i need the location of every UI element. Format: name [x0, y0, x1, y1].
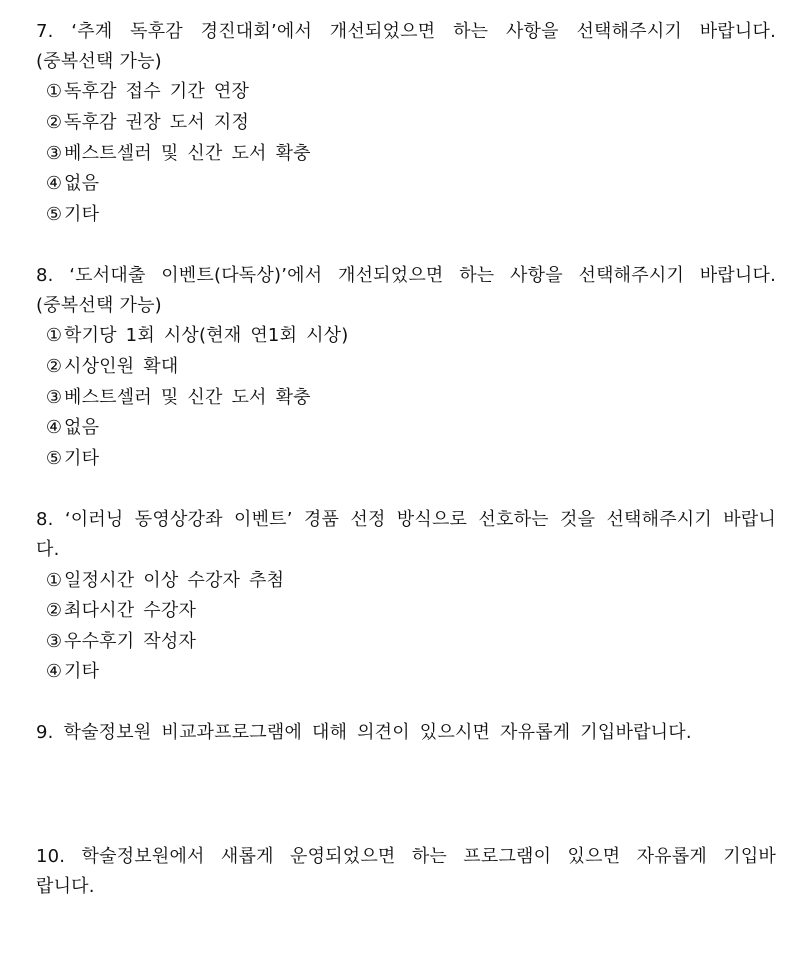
option-text: 독후감 권장 도서 지정 — [64, 112, 250, 133]
option-text: 기타 — [64, 661, 100, 682]
q10-text-line1: 10. 학술정보원에서 새롭게 운영되었으면 하는 프로그램이 있으면 자유롭게 기입바 — [36, 846, 776, 867]
option-number: ⑤ — [45, 448, 63, 469]
option-number: ② — [45, 600, 63, 621]
option-number: ① — [45, 325, 63, 346]
q8b-option-4 — [44, 660, 99, 684]
q8a-option-2 — [44, 355, 178, 379]
option-number: ④ — [45, 417, 63, 438]
q7-text-line2: (중복선택 가능) — [36, 51, 162, 72]
option-text: 학기당 1회 시상(현재 연1회 시상) — [64, 325, 349, 346]
q10-text-line2: 랍니다. — [36, 876, 95, 897]
option-text: 기타 — [64, 204, 100, 225]
q7-option-2 — [44, 111, 249, 135]
q8b-option-1 — [44, 569, 284, 593]
q8a-option-5 — [44, 447, 99, 471]
option-number: ③ — [45, 631, 63, 652]
q8b-option-2 — [44, 599, 196, 623]
option-text: 우수후기 작성자 — [64, 631, 197, 652]
option-text: 일정시간 이상 수강자 추첨 — [64, 570, 285, 591]
q9-text-line1: 9. 학술정보원 비교과프로그램에 대해 의견이 있으시면 자유롭게 기입바랍니다. — [36, 722, 692, 743]
option-text: 기타 — [64, 448, 100, 469]
option-text: 독후감 접수 기간 연장 — [64, 81, 250, 102]
option-text: 없음 — [64, 417, 100, 438]
q7-option-3 — [44, 142, 311, 166]
option-number: ③ — [45, 387, 63, 408]
option-number: ④ — [45, 173, 63, 194]
option-number: ③ — [45, 143, 63, 164]
option-number: ④ — [45, 661, 63, 682]
q7-text-line1: 7. ‘추계 독후감 경진대회’에서 개선되었으면 하는 사항을 선택해주시기 바랍니다. — [36, 21, 776, 42]
q8b-option-3 — [44, 630, 196, 654]
option-number: ⑤ — [45, 204, 63, 225]
q8a-option-1 — [44, 324, 349, 348]
q8a-option-3 — [44, 386, 311, 410]
q8a-text-line1: 8. ‘도서대출 이벤트(다독상)’에서 개선되었으면 하는 사항을 선택해주시기 바랍니다. — [36, 265, 776, 286]
option-text: 없음 — [64, 173, 100, 194]
q8b-text-line1: 8. ‘이러닝 동영상강좌 이벤트’ 경품 선정 방식으로 선호하는 것을 선택해주시기 바랍니 — [36, 509, 776, 530]
option-number: ① — [45, 81, 63, 102]
q7-option-1 — [44, 80, 249, 104]
option-number: ① — [45, 570, 63, 591]
option-text: 최다시간 수강자 — [64, 600, 197, 621]
option-number: ② — [45, 356, 63, 377]
q7-option-5 — [44, 203, 99, 227]
q8a-text-line2: (중복선택 가능) — [36, 295, 162, 316]
option-text: 베스트셀러 및 신간 도서 확충 — [64, 143, 311, 164]
q8a-option-4 — [44, 416, 99, 440]
option-text: 시상인원 확대 — [64, 356, 179, 377]
option-text: 베스트셀러 및 신간 도서 확충 — [64, 387, 311, 408]
q8b-text-line2: 다. — [36, 539, 60, 560]
option-number: ② — [45, 112, 63, 133]
q7-option-4 — [44, 172, 99, 196]
